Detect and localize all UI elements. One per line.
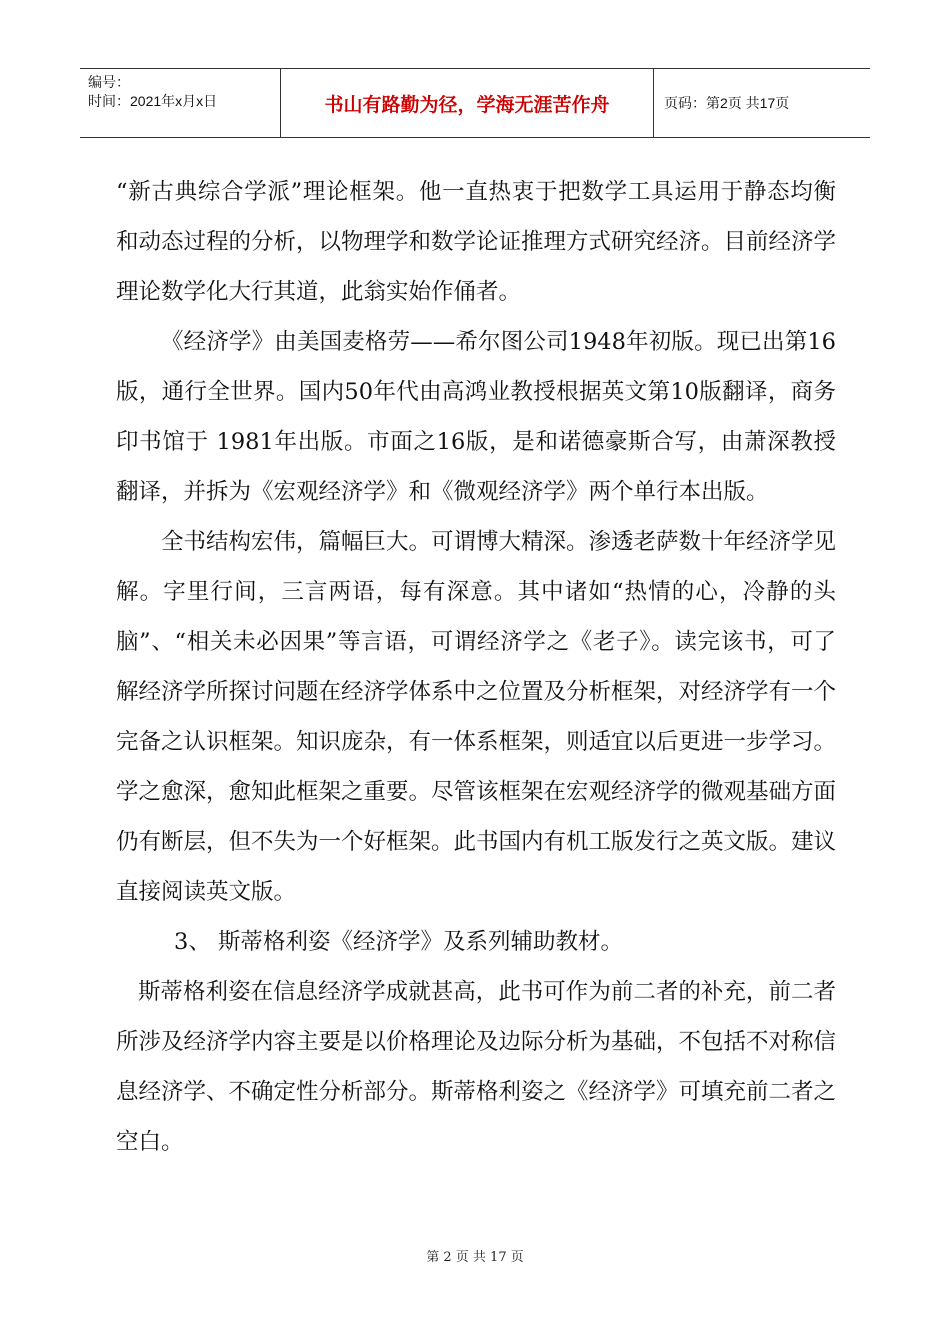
header-meta xyxy=(80,69,281,137)
page-header xyxy=(80,68,870,138)
paragraph: “新古典综合学派”理论框架。他一直热衷于把数学工具运用于静态均衡和动态过程的分析，以物理学和数学论证推理方式研究经济。目前经济学理论数学化大行其道，此翁实始作俑者。 xyxy=(116,179,837,305)
paragraph: 《经济学》由美国麦格劳——希尔图公司1948年初版。现已出第16版，通行全世界。国内50年代由高鸿业教授根据英文第10版翻译，商务印书馆于 1981年出版。市面之16版，是和诺德豪斯合写，由萧深教授翻译，并拆为《宏观经济学》和《微观经济学》两个单行本出版。 xyxy=(116,329,836,505)
paragraph: 全书结构宏伟，篇幅巨大。可谓博大精深。渗透老萨数十年经济学见解。字里行间，三言两语，每有深意。其中诸如“热情的心，冷静的头脑”、“相关未必因果”等言语，可谓经济学之《老子》。读完该书，可了解经济学所探讨问题在经济学体系中之位置及分析框架，对经济学有一个完备之认识框架。知识庞杂，有一体系框架，则适宜以后更进一步学习。学之愈深，愈知此框架之重要。尽管该框架在宏观经济学的微观基础方面仍有断层，但不失为一个好框架。此书国内有机工版发行之英文版。建议直接阅读英文版。 xyxy=(116,529,837,905)
header-motto: 书山有路勤为径，学海无涯苦作舟 xyxy=(281,69,654,137)
doc-number-label: 编号： xyxy=(88,74,130,90)
paragraph: 斯蒂格利姿在信息经济学成就甚高，此书可作为前二者的补充，前二者所涉及经济学内容主要是以价格理论及边际分析为基础，不包括不对称信息经济学、不确定性分析部分。斯蒂格利姿之《经济学》可填充前二者之空白。 xyxy=(116,979,837,1155)
page-footer: 第 2 页 共 17 页 xyxy=(426,1250,524,1265)
section-heading: 3、 斯蒂格利姿《经济学》及系列辅助教材。 xyxy=(174,929,623,955)
header-page-number: 页码：第2页 共17页 xyxy=(664,95,790,111)
doc-time-label: 时间：2021年x月x日 xyxy=(88,93,218,109)
document-body xyxy=(116,167,836,1167)
